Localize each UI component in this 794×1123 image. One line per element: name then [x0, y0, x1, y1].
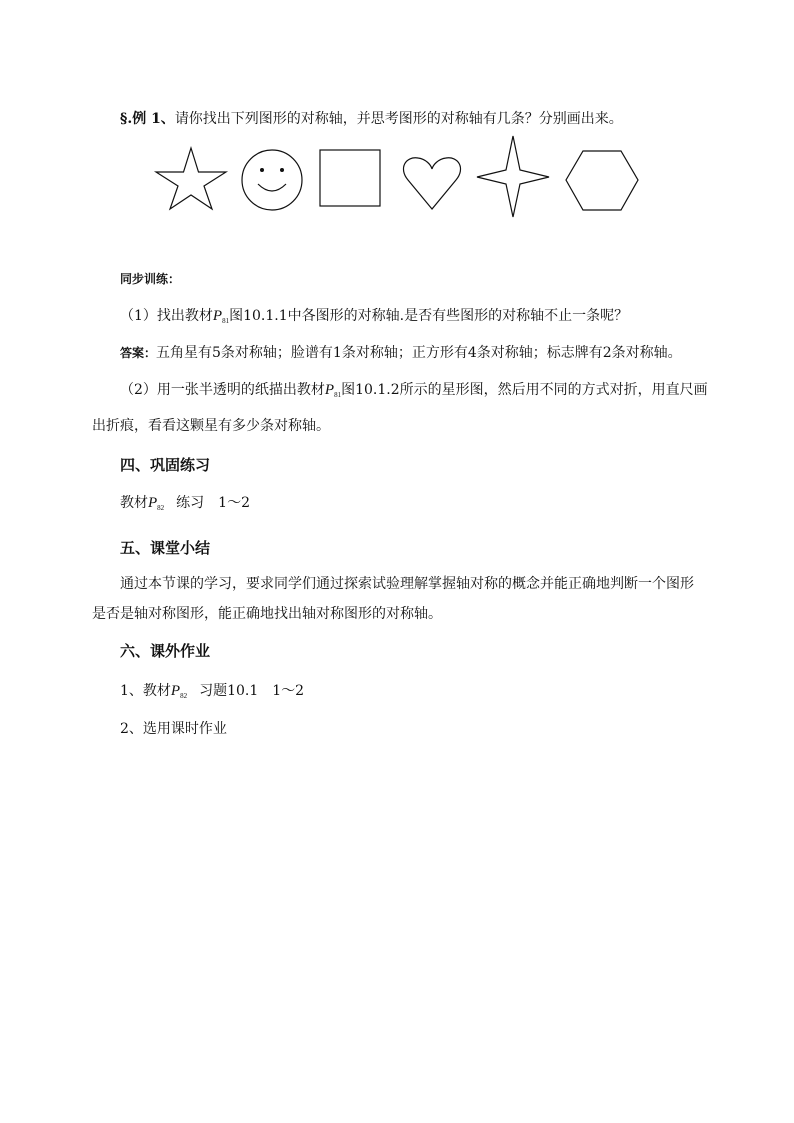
section4-page: $P_{82}$ [148, 495, 165, 512]
q2-suffix: 图10.1.2所示的星形图，然后用不同的方式对折，用直尺画 [341, 382, 708, 398]
smiley-face-icon [242, 150, 302, 210]
section6-title: 六、课外作业 [120, 642, 211, 660]
section4-prefix: 教材 [120, 495, 148, 511]
q1-page: $P_{81}$ [212, 308, 230, 325]
section4-suffix: 练习 1～2 [176, 495, 250, 511]
hexagon-icon [566, 151, 638, 210]
star-icon [156, 148, 226, 209]
section5-line1: 通过本节课的学习，要求同学们通过探索试验理解掌握轴对称的概念并能正确地判断一个图形 [120, 576, 694, 592]
shapes-row [148, 134, 648, 224]
item1-suffix: 习题10.1 1～2 [199, 683, 305, 699]
square-icon [320, 150, 380, 206]
section6-item1 [120, 680, 304, 700]
section4-title: 四、巩固练习 [120, 456, 211, 474]
section4-content [120, 492, 250, 512]
sync-q1 [120, 305, 628, 325]
item1-prefix: 1、教材 [120, 683, 171, 699]
answer-label: 答案： [120, 346, 157, 360]
example-text: 请你找出下列图形的对称轴，并思考图形的对称轴有几条？分别画出来。 [174, 111, 623, 127]
sync-answer [120, 342, 682, 362]
section5-title: 五、课堂小结 [120, 539, 211, 557]
answer-text: 五角星有5条对称轴；脸谱有1条对称轴；正方形有4条对称轴；标志牌有2条对称轴。 [156, 345, 682, 361]
q2-page: $P_{81}$ [324, 382, 342, 399]
section6-item2: 2、选用课时作业 [120, 721, 227, 737]
sync-q2 [120, 379, 708, 399]
example-heading [120, 108, 623, 128]
example-label: §.例 1、 [120, 111, 175, 127]
q1-prefix: （1）找出教材 [120, 308, 213, 324]
section5-line2: 是否是轴对称图形，能正确地找出轴对称图形的对称轴。 [92, 606, 442, 622]
heart-icon [403, 158, 460, 209]
q2-prefix: （2）用一张半透明的纸描出教材 [120, 382, 325, 398]
sync-q2-line2: 出折痕，看看这颗星有多少条对称轴。 [92, 418, 330, 434]
four-point-star-icon [477, 136, 549, 217]
sync-title: 同步训练： [120, 272, 181, 286]
q1-suffix: 图10.1.1中各图形的对称轴.是否有些图形的对称轴不止一条呢？ [229, 308, 629, 324]
item1-page: $P_{82}$ [170, 683, 188, 700]
